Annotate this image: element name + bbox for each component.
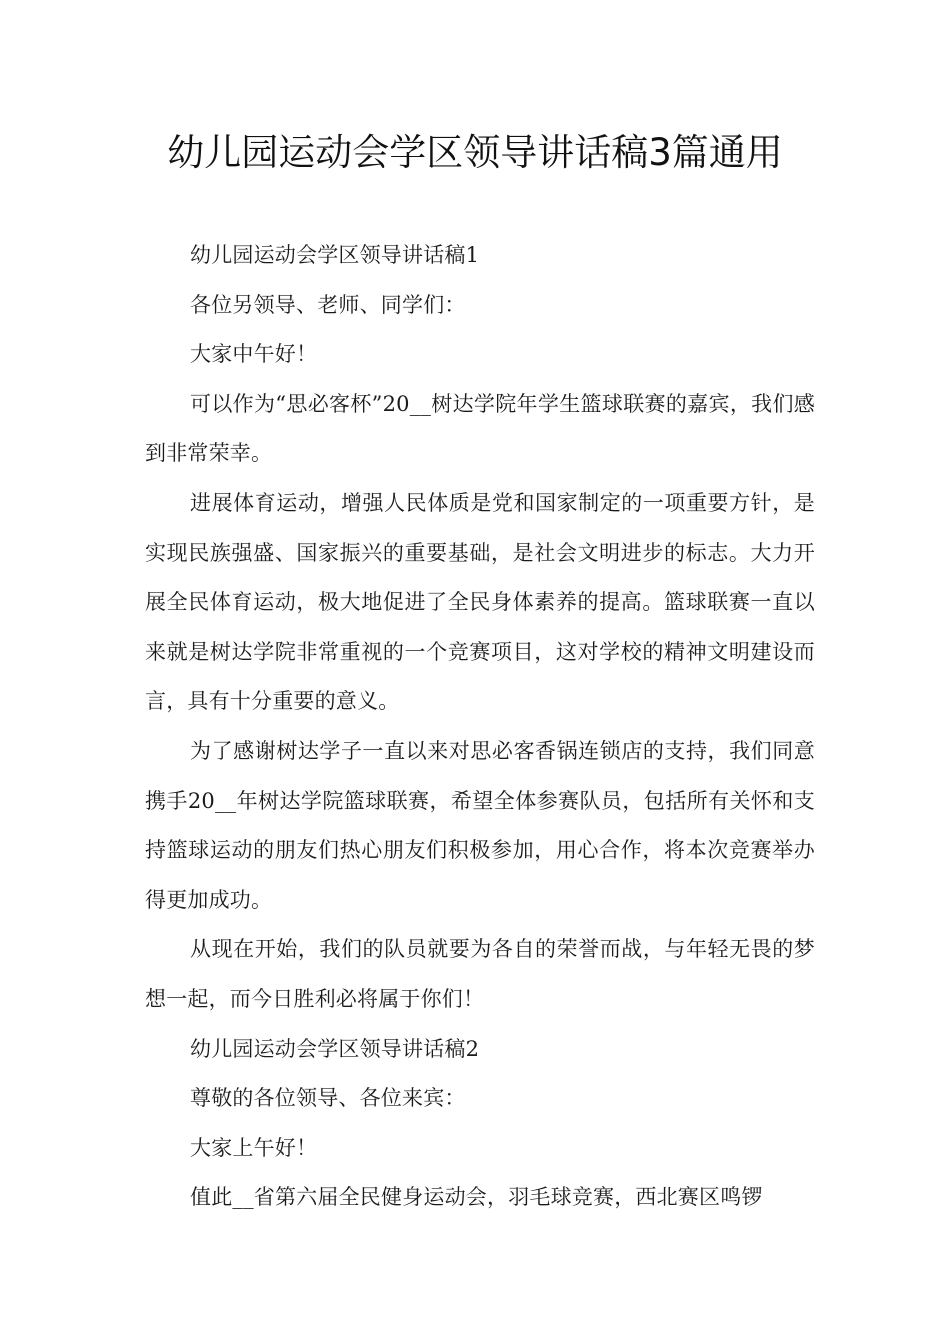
body-paragraph: 可以作为“思必客杯”20__树达学院年学生篮球联赛的嘉宾，我们感到非常荣幸。 xyxy=(145,391,815,466)
greeting-paragraph: 大家中午好！ xyxy=(190,342,318,367)
body-paragraph: 从现在开始，我们的队员就要为各自的荣誉而战，与年轻无畏的梦想一起，而今日胜利必将属于你们！ xyxy=(145,937,815,1011)
salutation-paragraph: 各位另领导、老师、同学们： xyxy=(190,292,466,317)
section-heading-2: 幼儿园运动会学区领导讲话稿2 xyxy=(190,1036,480,1061)
body-paragraph: 值此__省第六届全民健身运动会，羽毛球竞赛，西北赛区鸣锣 xyxy=(190,1185,763,1210)
document-title: 幼儿园运动会学区领导讲话稿3篇通用 xyxy=(167,131,783,174)
body-paragraph: 进展体育运动，增强人民体质是党和国家制定的一项重要方针，是实现民族强盛、国家振兴的重要基础，是社会文明进步的标志。大力开展全民体育运动，极大地促进了全民身体素养的提高。篮球联赛一直以来就是树达学院非常重视的一个竞赛项目，这对学校的精神文明建设而言，具有十分重要的意义。 xyxy=(145,490,815,714)
document-body xyxy=(145,231,815,1223)
greeting-paragraph: 大家上午好！ xyxy=(190,1135,318,1160)
section-heading-1: 幼儿园运动会学区领导讲话稿1 xyxy=(190,243,480,267)
salutation-paragraph: 尊敬的各位领导、各位来宾： xyxy=(190,1086,466,1111)
body-paragraph: 为了感谢树达学子一直以来对思必客香锅连锁店的支持，我们同意携手20__年树达学院篮球联赛，希望全体参赛队员，包括所有关怀和支持篮球运动的朋友们热心朋友们积极参加，用心合作，将本次竞赛举办得更加成功。 xyxy=(145,738,815,912)
